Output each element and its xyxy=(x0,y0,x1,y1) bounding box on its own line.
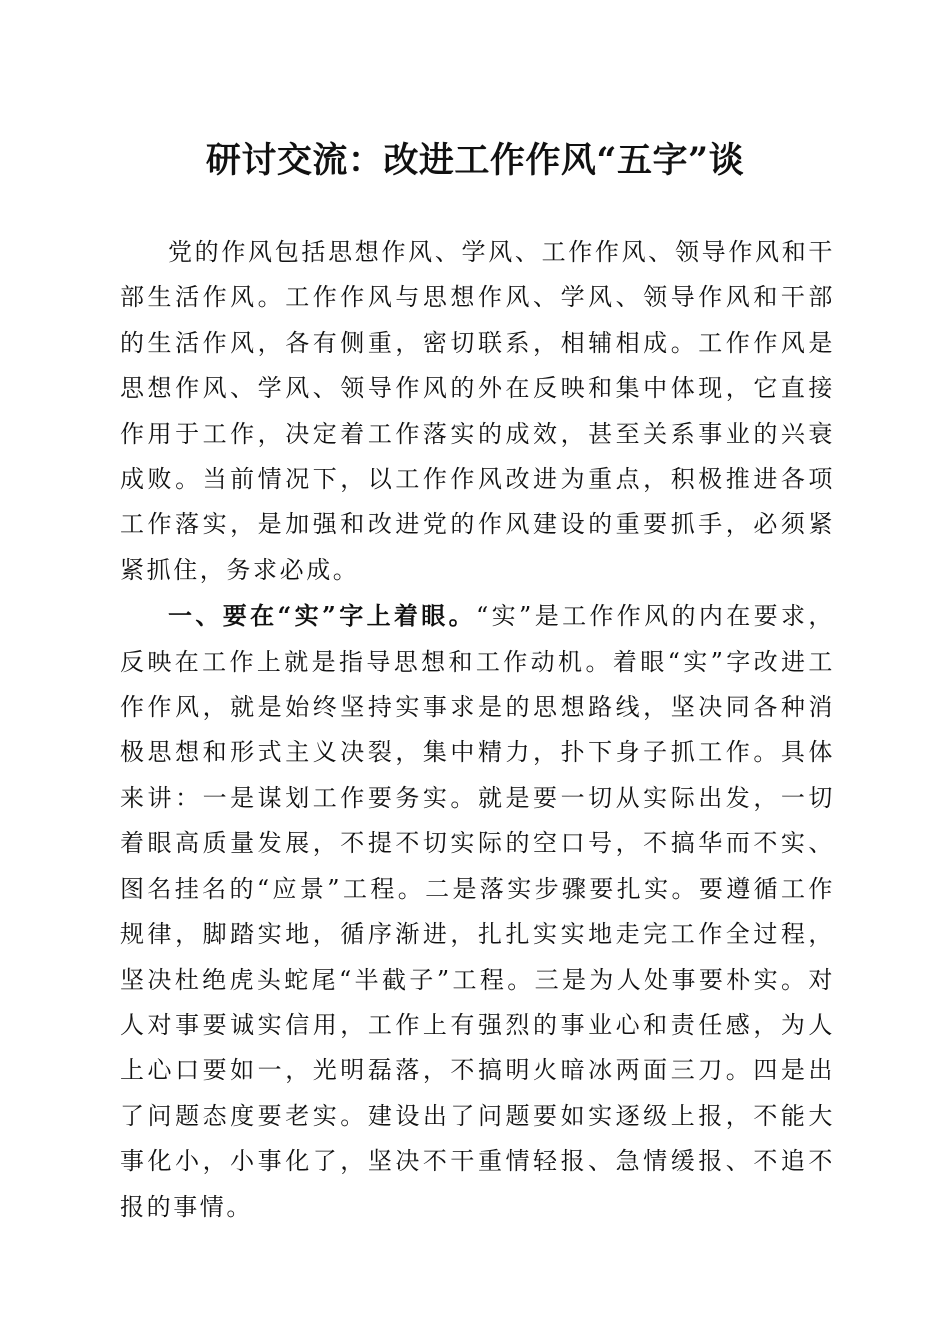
section-1-heading: 一、要在“实”字上着眼。 xyxy=(168,601,477,631)
paragraph-intro-text: 党的作风包括思想作风、学风、工作作风、领导作风和干部生活作风。工作作风与思想作风、学风、领导作风和干部的生活作风，各有侧重，密切联系，相辅相成。工作作风是思想作风、学风、领导作风的外在反映和集中体现，它直接作用于工作，决定着工作落实的成效，甚至关系事业的兴衰成败。当前情况下，以工作作风改进为重点，积极推进各项工作落实，是加强和改进党的作风建设的重要抓手，必须紧紧抓住，务求必成。 xyxy=(120,238,835,584)
document-body xyxy=(120,230,835,1230)
paragraph-section-1 xyxy=(120,593,835,1230)
section-1-text: “实”是工作作风的内在要求，反映在工作上就是指导思想和工作动机。着眼“实”字改进工作作风，就是始终坚持实事求是的思想路线，坚决同各种消极思想和形式主义决裂，集中精力，扑下身子抓工作。具体来讲：一是谋划工作要务实。就是要一切从实际出发，一切着眼高质量发展，不提不切实际的空口号，不搞华而不实、图名挂名的“应景”工程。二是落实步骤要扎实。要遵循工作规律，脚踏实地，循序渐进，扎扎实实地走完工作全过程，坚决杜绝虎头蛇尾“半截子”工程。三是为人处事要朴实。对人对事要诚实信用，工作上有强烈的事业心和责任感，为人上心口要如一，光明磊落，不搞明火暗冰两面三刀。四是出了问题态度要老实。建设出了问题要如实逐级上报，不能大事化小，小事化了，坚决不干重情轻报、急情缓报、不追不报的事情。 xyxy=(120,602,835,1221)
paragraph-intro xyxy=(120,230,835,593)
document-title: 研讨交流：改进工作作风“五字”谈 xyxy=(205,140,745,181)
